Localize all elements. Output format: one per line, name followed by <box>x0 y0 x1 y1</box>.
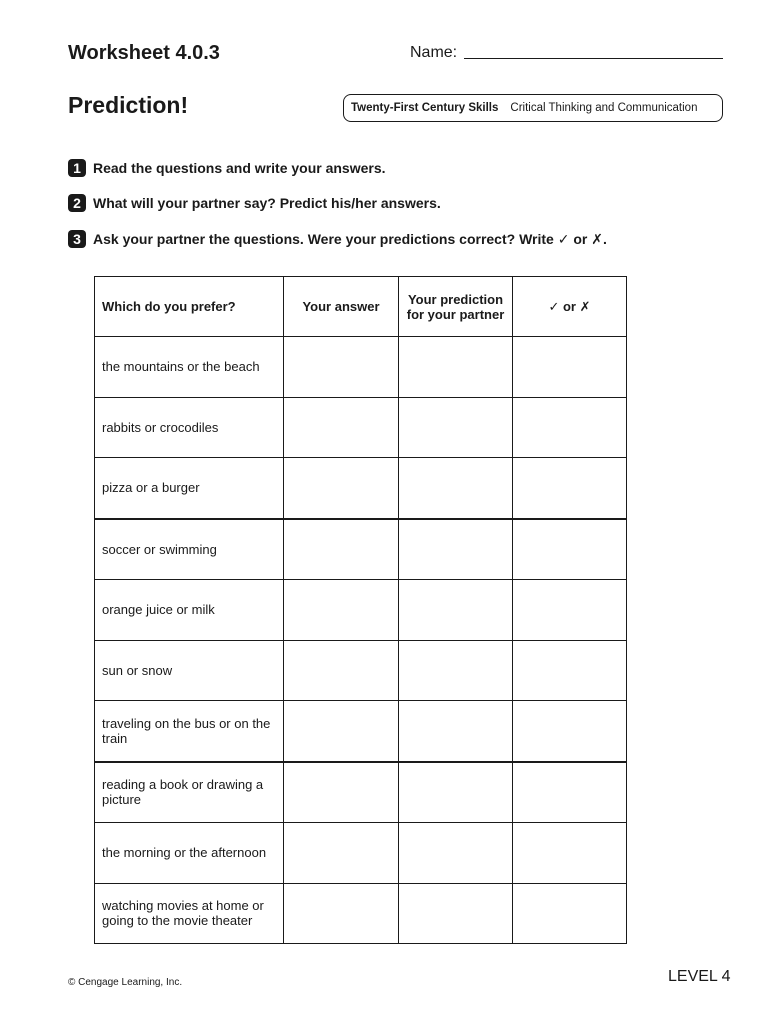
prediction-cell[interactable] <box>399 640 513 701</box>
check-cell[interactable] <box>513 337 627 398</box>
skills-value: Critical Thinking and Communication <box>510 102 698 114</box>
name-label: Name: <box>410 44 458 61</box>
answer-cell[interactable] <box>284 701 399 762</box>
skills-box <box>343 94 723 122</box>
question-cell: pizza or a burger <box>95 458 284 519</box>
answer-cell[interactable] <box>284 519 399 580</box>
prediction-cell[interactable] <box>399 701 513 762</box>
question-cell: sun or snow <box>95 640 284 701</box>
instruction-step-2 <box>68 194 441 212</box>
table-row <box>95 580 627 641</box>
table-row <box>95 823 627 884</box>
name-input-line[interactable] <box>464 58 723 59</box>
step-number-badge: 1 <box>68 159 86 177</box>
worksheet-number: Worksheet 4.0.3 <box>68 42 220 64</box>
name-field <box>410 44 723 64</box>
prediction-cell[interactable] <box>399 337 513 398</box>
question-cell: the mountains or the beach <box>95 337 284 398</box>
table-row <box>95 397 627 458</box>
prediction-cell[interactable] <box>399 823 513 884</box>
check-cell[interactable] <box>513 823 627 884</box>
answer-cell[interactable] <box>284 762 399 823</box>
check-cell[interactable] <box>513 701 627 762</box>
table-row <box>95 762 627 823</box>
header-check: ✓ or ✗ <box>513 277 627 337</box>
check-cell[interactable] <box>513 458 627 519</box>
check-cell[interactable] <box>513 580 627 641</box>
copyright: © Cengage Learning, Inc. <box>68 977 183 988</box>
prediction-cell[interactable] <box>399 519 513 580</box>
instruction-step-1 <box>68 159 386 177</box>
check-cell[interactable] <box>513 640 627 701</box>
table-row <box>95 701 627 762</box>
instruction-text: What will your partner say? Predict his/her answers. <box>93 195 441 211</box>
prediction-cell[interactable] <box>399 580 513 641</box>
prediction-cell[interactable] <box>399 762 513 823</box>
check-cell[interactable] <box>513 519 627 580</box>
question-cell: orange juice or milk <box>95 580 284 641</box>
answer-cell[interactable] <box>284 883 399 944</box>
question-cell: traveling on the bus or on the train <box>95 701 284 762</box>
header-your-answer: Your answer <box>284 277 399 337</box>
skills-label: Twenty-First Century Skills <box>351 102 499 114</box>
answer-cell[interactable] <box>284 823 399 884</box>
question-cell: rabbits or crocodiles <box>95 397 284 458</box>
table-header-row <box>95 277 627 337</box>
instruction-step-3 <box>68 230 607 248</box>
table-row <box>95 337 627 398</box>
preference-table <box>94 276 627 944</box>
check-cell[interactable] <box>513 397 627 458</box>
table-row <box>95 458 627 519</box>
level-label: LEVEL 4 <box>668 968 731 985</box>
table-row <box>95 519 627 580</box>
check-cell[interactable] <box>513 762 627 823</box>
table-row <box>95 640 627 701</box>
answer-cell[interactable] <box>284 397 399 458</box>
prediction-cell[interactable] <box>399 883 513 944</box>
header-preference: Which do you prefer? <box>95 277 284 337</box>
prediction-cell[interactable] <box>399 397 513 458</box>
question-cell: reading a book or drawing a picture <box>95 762 284 823</box>
header-prediction: Your prediction for your partner <box>399 277 513 337</box>
check-cell[interactable] <box>513 883 627 944</box>
answer-cell[interactable] <box>284 337 399 398</box>
question-cell: the morning or the afternoon <box>95 823 284 884</box>
question-cell: watching movies at home or going to the movie theater <box>95 883 284 944</box>
question-cell: soccer or swimming <box>95 519 284 580</box>
step-number-badge: 2 <box>68 194 86 212</box>
instruction-text: Ask your partner the questions. Were your predictions correct? Write ✓ or ✗. <box>93 230 607 247</box>
prediction-cell[interactable] <box>399 458 513 519</box>
answer-cell[interactable] <box>284 580 399 641</box>
instruction-text: Read the questions and write your answers. <box>93 160 386 176</box>
table-row <box>95 883 627 944</box>
answer-cell[interactable] <box>284 458 399 519</box>
step-number-badge: 3 <box>68 230 86 248</box>
answer-cell[interactable] <box>284 640 399 701</box>
page-title: Prediction! <box>68 92 189 118</box>
